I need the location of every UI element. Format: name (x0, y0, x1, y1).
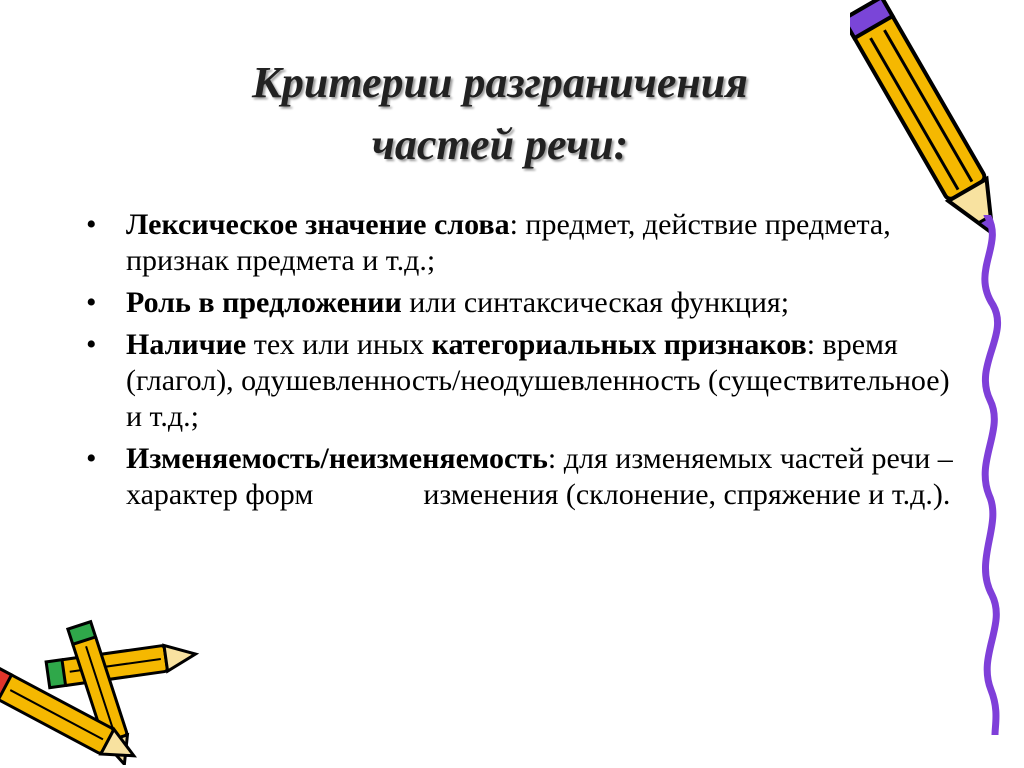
bullet-bold-text: Наличие (126, 328, 247, 361)
criteria-item-changeability (84, 441, 954, 513)
title-line-2: частей речи: (371, 120, 629, 169)
bullet-dot: • (86, 208, 97, 241)
title-line-1: Критерии разграничения (252, 58, 748, 107)
bullet-bold-text-2: категориальных признаков (431, 328, 807, 361)
bullet-bold-text: Изменяемость/неизменяемость (126, 442, 548, 475)
bullet-text: тех или иных (246, 328, 432, 361)
bullet-bold-text: Роль в предложении (126, 286, 402, 319)
wavy-line-icon (965, 215, 1015, 735)
pencils-icon (0, 615, 205, 765)
criteria-item-role (84, 285, 954, 321)
bullet-text-2: изменения (склонение, спряжение и т.д.). (423, 478, 951, 511)
bullet-text: : предмет, действие предмета, признак предмета и т.д.; (126, 208, 891, 277)
slide-title (130, 52, 870, 176)
criteria-item-categories (84, 327, 954, 435)
pencil-icon (850, 0, 1010, 250)
bullet-text-2: : время (глагол), одушевленность/неодушевленность (существительное) и т.д.; (126, 328, 950, 433)
bullet-text: или синтаксическая функция; (401, 286, 790, 319)
criteria-item-lexical (84, 207, 954, 279)
bullet-bold-text: Лексическое значение слова (126, 208, 510, 241)
bullet-text: : для изменяемых частей речи – характер форм (126, 442, 953, 511)
criteria-list (84, 207, 954, 519)
bullet-dot: • (86, 286, 97, 319)
bullet-dot: • (86, 442, 97, 475)
bullet-dot: • (86, 328, 97, 361)
